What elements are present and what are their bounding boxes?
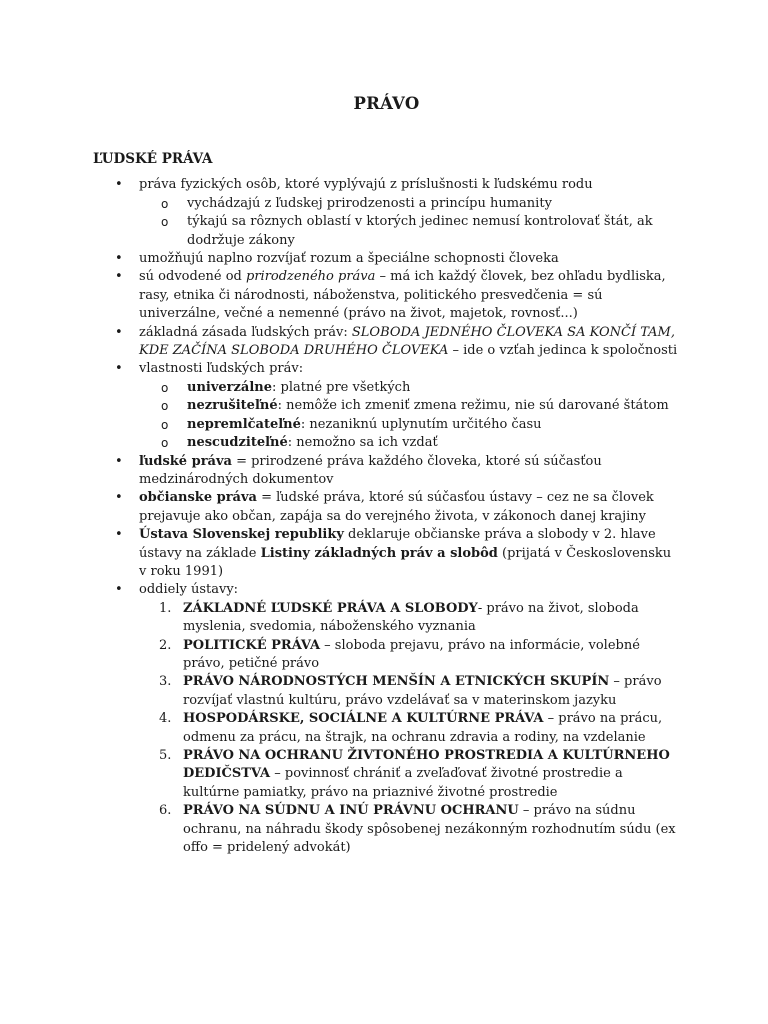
term: POLITICKÉ PRÁVA — [183, 637, 321, 653]
term: nepremlčateľné — [187, 416, 301, 432]
list-item: • sú odvodené od prirodzeného práva – má ich každý človek, bez ohľadu bydliska, rasy, etnika či národnosti, náboženstva, politického presvedčenia = sú univerzálne, večné a nemenné (právo na život, majetok, rovnosť...) — [93, 268, 680, 323]
sub-list-item: o nepremlčateľné: nezaniknú uplynutím určitého času — [139, 416, 680, 434]
numbered-item: 1. ZÁKLADNÉ ĽUDSKÉ PRÁVA A SLOBODY- právo na život, sloboda myslenia, svedomia, náboženského vyznania — [159, 600, 639, 635]
term: HOSPODÁRSKE, SOCIÁLNE A KULTÚRNE PRÁVA — [183, 711, 544, 727]
numbered-item: 4. HOSPODÁRSKE, SOCIÁLNE A KULTÚRNE PRÁVA – právo na prácu, odmenu za prácu, na štrajk, na ochranu zdravia a rodiny, na vzdelanie — [159, 711, 663, 745]
term: PRÁVO NA OCHRANU ŽIVTONÉHO PROSTREDIA A KULTÚRNEHO DEDIČSTVA — [183, 748, 670, 782]
list-item: • oddiely ústavy: 1. ZÁKLADNÉ ĽUDSKÉ PRÁVA A SLOBODY- právo na život, sloboda myslenia, svedomia, náboženského vyznania 2. POLITICKÉ PRÁVA – sloboda prejavu, právo na informácie, volebné právo, petičné právo 3. PRÁVO NÁRODNOSTÝCH MENŠÍN A ETNICKÝCH SKUPÍN – právo rozvíjať vlastnú kultúru, právo vzdelávať sa v materinskom jazyku 4. HOSPODÁRSKE, SOCIÁLNE A KULTÚRNE PRÁVA – právo na prácu, odmenu za prácu, na štrajk, na ochranu zdravia a rodiny, na vzdelanie 5. PRÁVO NA OCHRANU ŽIVTONÉHO PROSTREDIA A KULTÚRNEHO DEDIČSTVA – povinnosť chrániť a zveľaďovať životné prostredie a kultúrne pamiatky, právo na priaznivé životné prostredie 6. PRÁVO NA SÚDNU A INÚ PRÁVNU OCHRANU – právo na súdnu ochranu, na náhradu škody spôsobenej nezákonným rozhodnutím súdu (ex offo = pridelený advokát) — [93, 581, 680, 857]
list-item: • vlastnosti ľudských práv: o univerzálne: platné pre všetkých o nezrušiteľné: nemôže ich zmeniť zmena režimu, nie sú darované štátom o nepremlčateľné: nezaniknú uplynutím určitého času o nescudziteľné: nemožno sa ich vzdať — [93, 360, 680, 452]
list-item: • práva fyzických osôb, ktoré vyplývajú z príslušnosti k ľudskému rodu o vychádzajú z ľudskej prirodzenosti a princípu humanity o týkajú sa rôznych oblastí v ktorých jedinec nemusí kontrolovať štát, ak dodržuje zákony — [93, 176, 680, 250]
term: Listiny základných práv a slobôd — [260, 545, 498, 561]
term: PRÁVO NA SÚDNU A INÚ PRÁVNU OCHRANU — [183, 803, 519, 819]
list-item: • Ústava Slovenskej republiky deklaruje občianske práva a slobody v 2. hlave ústavy na základe Listiny základných práv a slobôd (prijatá v Československu v roku 1991) — [93, 526, 680, 581]
list-item: • občianske práva = ľudské práva, ktoré sú súčasťou ústavy – cez ne sa človek prejavuje ako občan, zapája sa do verejného života, v zákonoch danej krajiny — [93, 489, 680, 526]
numbered-item: 3. PRÁVO NÁRODNOSTÝCH MENŠÍN A ETNICKÝCH SKUPÍN – právo rozvíjať vlastnú kultúru, právo vzdelávať sa v materinskom jazyku — [159, 674, 662, 708]
emphasis-text: prirodzeného práva — [246, 269, 376, 285]
term: ZÁKLADNÉ ĽUDSKÉ PRÁVA A SLOBODY — [183, 600, 478, 616]
term: občianske práva — [139, 490, 257, 506]
term: nezrušiteľné — [187, 398, 278, 414]
list-item: • umožňujú naplno rozvíjať rozum a špeciálne schopnosti človeka — [93, 250, 680, 268]
sub-list-item: o univerzálne: platné pre všetkých — [139, 379, 680, 397]
list-item: • ľudské práva = prirodzené práva každého človeka, ktoré sú súčasťou medzinárodných dokumentov — [93, 453, 680, 490]
document-title: PRÁVO — [353, 94, 420, 113]
sub-list-item: o vychádzajú z ľudskej prirodzenosti a princípu humanity — [139, 195, 680, 213]
numbered-item: 5. PRÁVO NA OCHRANU ŽIVTONÉHO PROSTREDIA A KULTÚRNEHO DEDIČSTVA – povinnosť chrániť a zveľaďovať životné prostredie a kultúrne pamiatky, právo na priaznivé životné prostredie — [159, 748, 670, 800]
term: PRÁVO NÁRODNOSTÝCH MENŠÍN A ETNICKÝCH SKUPÍN — [183, 674, 610, 690]
term: Ústava Slovenskej republiky — [139, 527, 344, 543]
sub-list-item: o nescudziteľné: nemožno sa ich vzdať — [139, 434, 680, 452]
term: ľudské práva — [139, 453, 232, 469]
sub-list-item: o týkajú sa rôznych oblastí v ktorých jedinec nemusí kontrolovať štát, ak dodržuje zákony — [139, 213, 680, 250]
list-item: • základná zásada ľudských práv: SLOBODA JEDNÉHO ČLOVEKA SA KONČÍ TAM, KDE ZAČÍNA SLOBODA DRUHÉHO ČLOVEKA – ide o vzťah jedinca k spoločnosti — [93, 324, 680, 361]
sub-list — [139, 195, 680, 250]
term: univerzálne — [187, 379, 272, 395]
section-heading: ĽUDSKÉ PRÁVA — [93, 151, 213, 167]
numbered-list — [139, 600, 680, 858]
sub-list-item: o nezrušiteľné: nemôže ich zmeniť zmena režimu, nie sú darované štátom — [139, 397, 680, 415]
sub-list — [139, 379, 680, 453]
term: nescudziteľné — [187, 435, 288, 451]
numbered-item: 2. POLITICKÉ PRÁVA – sloboda prejavu, právo na informácie, volebné právo, petičné právo — [159, 637, 640, 671]
bullet-list — [93, 176, 680, 857]
emphasis-text: SLOBODA JEDNÉHO ČLOVEKA SA KONČÍ TAM, KDE ZAČÍNA SLOBODA DRUHÉHO ČLOVEKA — [139, 324, 676, 359]
numbered-item: 6. PRÁVO NA SÚDNU A INÚ PRÁVNU OCHRANU – právo na súdnu ochranu, na náhradu škody spôsobenej nezákonným rozhodnutím súdu (ex offo = pridelený advokát) — [159, 803, 676, 856]
